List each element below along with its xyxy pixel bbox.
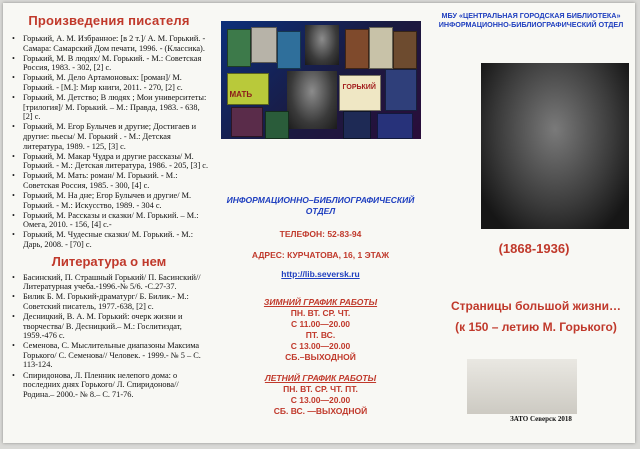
list-item: • Горький, М. На дне; Егор Булычев и другие/ М. Горький. - М.: Искусство, 1989. - 304 с.: [23, 191, 209, 210]
book-cover: [385, 69, 417, 111]
list-item: • Горький, М. Детство; В людях ; Мои университеты: [трилогия]/ М. Горький. – М.: Правда, 1983. - 638, [2] с.: [23, 93, 209, 122]
life-years: (1868-1936): [498, 241, 570, 256]
left-column: [9, 9, 209, 439]
middle-column: [218, 21, 423, 441]
book-cover: [369, 27, 393, 69]
gorky-portrait: [287, 71, 337, 129]
book-collage-image: [221, 21, 421, 139]
address-text: АДРЕС: КУРЧАТОВА, 16, 1 ЭТАЖ: [251, 250, 390, 260]
list-item: • Горький, М. Егор Булычев и другие; Достигаев и другие: пьесы/ М. Горький . - М.: Детская литература, 1989. - 125, [3] с.: [23, 122, 209, 151]
book-title: ГОРЬКИЙ: [342, 84, 376, 91]
book-cover: [231, 107, 263, 137]
book-cover: [277, 31, 301, 69]
right-column: [431, 9, 631, 439]
list-item: • Семенова, С. Мыслительные диапазоны Максима Горького/ С. Семенова// Человек. - 1999.- № 5 – С. 113-124.: [23, 341, 209, 370]
department-line: ОТДЕЛ: [305, 206, 336, 216]
brochure-sheet: [3, 3, 635, 443]
book-cover: [345, 29, 369, 69]
book-cover: [393, 31, 417, 69]
organization-line: МБУ «ЦЕНТРАЛЬНАЯ ГОРОДСКАЯ БИБЛИОТЕКА»: [441, 11, 621, 20]
list-item: • Десницкий, В. А. М. Горький: очерк жизни и творчества/ В. Десницкий.– М.: Гослитиздат, 1959.-476 с.: [23, 312, 209, 341]
schedule-line: СБ. ВС. —ВЫХОДНОЙ: [273, 406, 368, 416]
book-cover: [251, 27, 277, 63]
summer-schedule-title: ЛЕТНИЙ ГРАФИК РАБОТЫ: [264, 373, 377, 383]
list-item: • Горький, М. Макар Чудра и другие рассказы/ М. Горький. - М.: Детская литература, 1986. - 205, [3] с.: [23, 152, 209, 171]
list-item: • Горький, М. Мать: роман/ М. Горький. - М.: Советская Россия, 1985. - 300, [4] с.: [23, 171, 209, 190]
schedule-line: ПН. ВТ. СР. ЧТ.: [290, 308, 351, 318]
brochure-subtitle: (к 150 – летию М. Горького): [455, 320, 617, 334]
list-item: • Горький, М. Рассказы и сказки/ М. Горький. – М.: Омега, 2010. - 156, [4] с.-: [23, 211, 209, 230]
gorky-main-photo: [481, 63, 629, 229]
winter-schedule-title: ЗИМНИЙ ГРАФИК РАБОТЫ: [263, 297, 378, 307]
schedule-line: С 13.00—20.00: [290, 341, 351, 351]
book-cover: [377, 113, 413, 139]
book-cover: [227, 73, 269, 105]
works-heading: Произведения писателя: [28, 13, 190, 28]
list-item: • Горький, М. Дело Артамоновых: [роман]/ М. Горький. - [М.]: Мир книги, 2011. - 270, [2] с.: [23, 73, 209, 92]
portrait-photo: [305, 25, 339, 65]
schedule-line: С 13.00—20.00: [290, 395, 351, 405]
book-title: МАТЬ: [229, 90, 253, 99]
literature-list: [9, 273, 209, 400]
publisher-footer: ЗАТО Северск 2018: [510, 415, 572, 423]
phone-text: ТЕЛЕФОН: 52-83-94: [279, 229, 362, 239]
schedule-line: СБ.–ВЫХОДНОЙ: [285, 352, 356, 362]
list-item: • Горький, А. М. Избранное: [в 2 т.]/ А. М. Горький. - Самара: Самарский Дом печати, 1996. - (Классика).: [23, 34, 209, 53]
schedule-line: С 11.00—20.00: [290, 319, 351, 329]
library-link[interactable]: http://lib.seversk.ru: [281, 269, 360, 279]
literature-heading: Литература о нем: [51, 253, 167, 269]
faded-photo: [467, 359, 577, 414]
schedule-line: ПТ. ВС.: [305, 330, 336, 340]
organization-line: ИНФОРМАЦИОННО-БИБЛИОГРАФИЧЕСКИЙ ОТДЕЛ: [438, 20, 624, 29]
summer-schedule: [218, 384, 423, 417]
book-cover: [343, 111, 371, 139]
brochure-title: Страницы большой жизни…: [450, 299, 622, 313]
organization-name: [431, 11, 631, 29]
book-cover: [339, 75, 381, 111]
works-list: [9, 34, 209, 250]
list-item: • Горький, М. Чудесные сказки/ М. Горький. - М.: Дарь, 2008. - [70] с.: [23, 230, 209, 249]
book-cover: [227, 29, 251, 67]
department-line: ИНФОРМАЦИОННО–БИБЛИОГРАФИЧЕСКИЙ: [226, 195, 415, 205]
list-item: • Горький, М. В людях/ М. Горький. - М.: Советская Россия, 1983. - 302, [2] с.: [23, 54, 209, 73]
book-cover: [265, 111, 289, 139]
list-item: • Спиридонова, Л. Пленник нелепого дома: о последних днях Горького/ Л. Спиридонова// Родина.– 2000.- № 8.– С. 71-76.: [23, 371, 209, 400]
winter-schedule: [218, 308, 423, 363]
department-name: [218, 195, 423, 217]
schedule-line: ПН. ВТ. СР. ЧТ. ПТ.: [283, 384, 358, 394]
list-item: • Билик Б. М. Горький-драматург/ Б. Билик.- М.: Советский писатель, 1977.-638, [2] с.: [23, 292, 209, 311]
list-item: • Басинский, П. Страшный Горький/ П. Басинский//Литературная учеба.-1996.-№ 5/6. -С.27-37.: [23, 273, 209, 292]
